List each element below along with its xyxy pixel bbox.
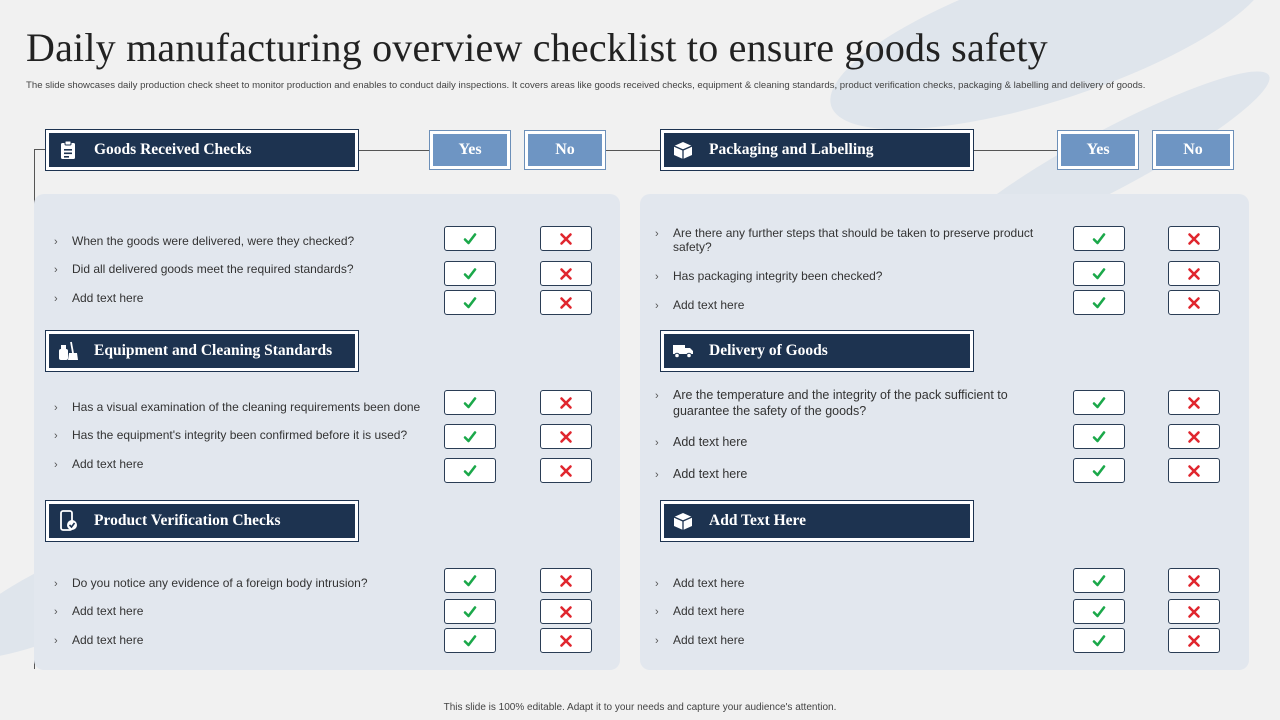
left-yes-header bbox=[429, 130, 511, 170]
check-box-yes[interactable] bbox=[444, 568, 496, 593]
left-header-connector bbox=[358, 150, 430, 151]
check-box-no[interactable] bbox=[540, 458, 592, 483]
item-text: Add text here bbox=[72, 604, 144, 618]
right-yes-header bbox=[1057, 130, 1139, 170]
check-box-yes[interactable] bbox=[1073, 458, 1125, 483]
checklist-item: › Has a visual examination of the cleaning requirements been done bbox=[54, 400, 421, 414]
checklist-item: › Has packaging integrity been checked? bbox=[655, 269, 883, 283]
checklist-item: › Did all delivered goods meet the required standards? bbox=[54, 262, 354, 276]
checklist-item: › Are the temperature and the integrity of the pack sufficient to guarantee the safety of the goods? bbox=[655, 387, 1050, 419]
cross-icon bbox=[1187, 396, 1201, 410]
cross-icon bbox=[1187, 574, 1201, 588]
check-box-no[interactable] bbox=[1168, 599, 1220, 624]
check-box-yes[interactable] bbox=[1073, 226, 1125, 251]
cross-icon bbox=[1187, 232, 1201, 246]
check-box-no[interactable] bbox=[1168, 628, 1220, 653]
cross-icon bbox=[1187, 267, 1201, 281]
checklist-item: › Add text here bbox=[655, 467, 748, 481]
check-icon bbox=[463, 605, 477, 619]
check-icon bbox=[1092, 634, 1106, 648]
checklist-item: › Has the equipment's integrity been confirmed before it is used? bbox=[54, 428, 408, 442]
checklist-item: › Add text here bbox=[655, 633, 745, 647]
check-icon bbox=[1092, 430, 1106, 444]
item-text: Add text here bbox=[72, 291, 144, 305]
section-title: Add Text Here bbox=[709, 512, 807, 529]
check-box-yes[interactable] bbox=[444, 424, 496, 449]
check-icon bbox=[1092, 232, 1106, 246]
right-yes-label: Yes bbox=[1061, 134, 1135, 166]
cross-icon bbox=[559, 574, 573, 588]
item-text: When the goods were delivered, were they checked? bbox=[72, 234, 355, 248]
check-icon bbox=[1092, 574, 1106, 588]
cross-icon bbox=[1187, 464, 1201, 478]
item-text: Add text here bbox=[72, 457, 144, 471]
check-box-yes[interactable] bbox=[1073, 568, 1125, 593]
check-icon bbox=[463, 232, 477, 246]
cross-icon bbox=[559, 430, 573, 444]
check-box-no[interactable] bbox=[540, 424, 592, 449]
check-icon bbox=[1092, 464, 1106, 478]
item-text: Add text here bbox=[673, 576, 745, 590]
item-text: Add text here bbox=[72, 633, 144, 647]
check-box-no[interactable] bbox=[540, 628, 592, 653]
section-title: Equipment and Cleaning Standards bbox=[94, 342, 333, 359]
check-box-yes[interactable] bbox=[1073, 424, 1125, 449]
cleaning-icon bbox=[57, 340, 79, 362]
section-header-add-text bbox=[660, 500, 974, 542]
item-text: Add text here bbox=[673, 435, 748, 449]
check-box-no[interactable] bbox=[540, 290, 592, 315]
cross-icon bbox=[559, 296, 573, 310]
check-box-no[interactable] bbox=[1168, 261, 1220, 286]
section-header-delivery-goods bbox=[660, 330, 974, 372]
section-title: Packaging and Labelling bbox=[709, 141, 874, 158]
section-title: Product Verification Checks bbox=[94, 512, 281, 529]
checklist-item: › Are there any further steps that should be taken to preserve product safety? bbox=[655, 226, 1050, 254]
check-box-no[interactable] bbox=[1168, 568, 1220, 593]
checklist-item: › Add text here bbox=[655, 604, 745, 618]
package-icon bbox=[672, 510, 694, 532]
check-icon bbox=[463, 430, 477, 444]
cross-icon bbox=[559, 232, 573, 246]
check-icon bbox=[463, 574, 477, 588]
check-box-yes[interactable] bbox=[444, 458, 496, 483]
page-subtitle: The slide showcases daily production check sheet to monitor production and enables to conduct daily inspections. It covers areas like goods received checks, equipment & cleaning standards, product verification checks, packaging & labelling and delivery of goods. bbox=[26, 80, 1146, 91]
item-text: Are the temperature and the integrity of the pack sufficient to guarantee the safety of the goods? bbox=[673, 388, 1008, 418]
check-box-no[interactable] bbox=[540, 261, 592, 286]
check-box-no[interactable] bbox=[540, 568, 592, 593]
checklist-item: › Add text here bbox=[54, 604, 144, 618]
check-icon bbox=[1092, 605, 1106, 619]
checklist-item: › Do you notice any evidence of a foreign body intrusion? bbox=[54, 576, 368, 590]
item-text: Has a visual examination of the cleaning requirements been done bbox=[72, 400, 421, 414]
middle-connector bbox=[605, 150, 661, 151]
item-text: Do you notice any evidence of a foreign body intrusion? bbox=[72, 576, 368, 590]
section-header-product-verification bbox=[45, 500, 359, 542]
check-icon bbox=[463, 464, 477, 478]
cross-icon bbox=[1187, 296, 1201, 310]
check-box-no[interactable] bbox=[1168, 290, 1220, 315]
check-box-yes[interactable] bbox=[1073, 261, 1125, 286]
section-header-goods-received bbox=[45, 129, 359, 171]
check-box-yes[interactable] bbox=[1073, 290, 1125, 315]
package-icon bbox=[672, 139, 694, 161]
item-text: Are there any further steps that should be taken to preserve product safety? bbox=[673, 226, 1034, 254]
check-icon bbox=[463, 296, 477, 310]
check-box-no[interactable] bbox=[540, 390, 592, 415]
check-box-yes[interactable] bbox=[1073, 599, 1125, 624]
check-box-yes[interactable] bbox=[444, 226, 496, 251]
cross-icon bbox=[559, 464, 573, 478]
item-text: Add text here bbox=[673, 604, 745, 618]
checklist-item: › When the goods were delivered, were they checked? bbox=[54, 234, 355, 248]
cross-icon bbox=[559, 605, 573, 619]
check-icon bbox=[463, 267, 477, 281]
cross-icon bbox=[1187, 634, 1201, 648]
check-box-yes[interactable] bbox=[444, 290, 496, 315]
checklist-item: › Add text here bbox=[655, 576, 745, 590]
item-text: Add text here bbox=[673, 298, 745, 312]
check-box-no[interactable] bbox=[1168, 390, 1220, 415]
check-box-yes[interactable] bbox=[444, 628, 496, 653]
section-header-packaging-labelling bbox=[660, 129, 974, 171]
phone-check-icon bbox=[57, 510, 79, 532]
cross-icon bbox=[1187, 605, 1201, 619]
clipboard-icon bbox=[57, 139, 79, 161]
check-box-yes[interactable] bbox=[444, 390, 496, 415]
checklist-item: › Add text here bbox=[54, 633, 144, 647]
check-icon bbox=[463, 634, 477, 648]
check-box-yes[interactable] bbox=[1073, 390, 1125, 415]
check-icon bbox=[1092, 396, 1106, 410]
truck-icon bbox=[672, 340, 694, 362]
checklist-item: › Add text here bbox=[54, 291, 144, 305]
item-text: Has the equipment's integrity been confirmed before it is used? bbox=[72, 428, 408, 442]
right-header-connector bbox=[973, 150, 1059, 151]
check-box-no[interactable] bbox=[1168, 424, 1220, 449]
checklist-item: › Add text here bbox=[655, 298, 745, 312]
item-text: Did all delivered goods meet the required standards? bbox=[72, 262, 354, 276]
check-box-no[interactable] bbox=[540, 226, 592, 251]
right-no-label: No bbox=[1156, 134, 1230, 166]
checklist-item: › Add text here bbox=[54, 457, 144, 471]
section-title: Delivery of Goods bbox=[709, 342, 828, 359]
footer-note: This slide is 100% editable. Adapt it to your needs and capture your audience's attention. bbox=[443, 702, 837, 713]
check-box-yes[interactable] bbox=[444, 599, 496, 624]
cross-icon bbox=[559, 396, 573, 410]
item-text: Add text here bbox=[673, 633, 745, 647]
checklist-item: › Add text here bbox=[655, 435, 748, 449]
cross-icon bbox=[559, 634, 573, 648]
right-panel bbox=[640, 194, 1249, 670]
page-title: Daily manufacturing overview checklist to ensure goods safety bbox=[26, 25, 1048, 70]
check-icon bbox=[463, 396, 477, 410]
check-box-no[interactable] bbox=[1168, 226, 1220, 251]
check-box-yes[interactable] bbox=[1073, 628, 1125, 653]
left-yes-label: Yes bbox=[433, 134, 507, 166]
cross-icon bbox=[559, 267, 573, 281]
item-text: Add text here bbox=[673, 467, 748, 481]
left-no-label: No bbox=[528, 134, 602, 166]
check-icon bbox=[1092, 267, 1106, 281]
check-box-yes[interactable] bbox=[444, 261, 496, 286]
section-title: Goods Received Checks bbox=[94, 141, 252, 158]
section-header-equipment-cleaning bbox=[45, 330, 359, 372]
check-box-no[interactable] bbox=[540, 599, 592, 624]
check-icon bbox=[1092, 296, 1106, 310]
check-box-no[interactable] bbox=[1168, 458, 1220, 483]
cross-icon bbox=[1187, 430, 1201, 444]
item-text: Has packaging integrity been checked? bbox=[673, 269, 883, 283]
right-no-header bbox=[1152, 130, 1234, 170]
left-no-header bbox=[524, 130, 606, 170]
